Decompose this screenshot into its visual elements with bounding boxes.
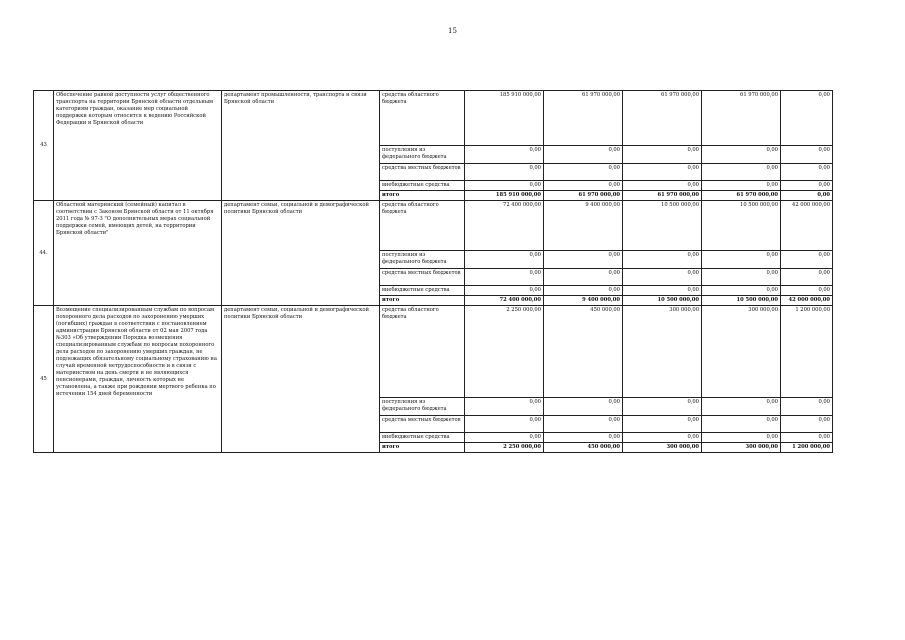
measure-name: Возмещение специализированным службам по вопросам похоронного дела расходов по захоронению умерших (погибших) граждан в соответствии с постановлением администрации Брянской области от 02 мая 2007 года №303 «Об утверждении Порядка возмещения специализированным службам по вопросам похоронного дела расходов по захоронению умерших граждан, не подлежащих обязательному социальному страхованию на случай временной нетрудоспособности и в связи с материнством на день смерти и не являющихся пенсионерами, граждан, личность которых не установлена, а также при рождении мертвого ребенка по истечении 154 дней беременности xyxy=(54,306,222,453)
executor-name: департамент семьи, социальной и демографической политики Брянской области xyxy=(222,201,380,306)
value-cell: 0,00 xyxy=(781,433,833,443)
value-cell: 0,00 xyxy=(544,251,623,269)
executor-name: департамент семьи, социальной и демографической политики Брянской области xyxy=(222,306,380,453)
value-cell: 42 000 000,00 xyxy=(781,201,833,251)
value-cell: 0,00 xyxy=(623,433,702,443)
value-cell: 0,00 xyxy=(623,251,702,269)
value-cell: 0,00 xyxy=(465,416,544,433)
value-cell: 0,00 xyxy=(465,398,544,416)
value-cell: 10 500 000,00 xyxy=(623,296,702,306)
source-label: средства областного бюджета xyxy=(380,306,465,398)
value-cell: 61 970 000,00 xyxy=(623,191,702,201)
value-cell: 10 500 000,00 xyxy=(702,296,781,306)
value-cell: 2 250 000,00 xyxy=(465,443,544,453)
value-cell: 0,00 xyxy=(702,181,781,191)
value-cell: 0,00 xyxy=(544,286,623,296)
value-cell: 185 910 000,00 xyxy=(465,191,544,201)
value-cell: 61 970 000,00 xyxy=(623,91,702,146)
value-cell: 0,00 xyxy=(623,146,702,164)
value-cell: 0,00 xyxy=(781,164,833,181)
value-cell: 300 000,00 xyxy=(623,306,702,398)
value-cell: 61 970 000,00 xyxy=(544,91,623,146)
value-cell: 0,00 xyxy=(702,416,781,433)
value-cell: 0,00 xyxy=(702,286,781,296)
value-cell: 72 400 000,00 xyxy=(465,201,544,251)
row-number: 45 xyxy=(34,306,54,453)
value-cell: 450 000,00 xyxy=(544,306,623,398)
source-label: средства местных бюджетов xyxy=(380,269,465,286)
value-cell: 185 910 000,00 xyxy=(465,91,544,146)
value-cell: 61 970 000,00 xyxy=(702,191,781,201)
value-cell: 0,00 xyxy=(781,251,833,269)
value-cell: 0,00 xyxy=(702,398,781,416)
source-label: средства местных бюджетов xyxy=(380,416,465,433)
value-cell: 10 500 000,00 xyxy=(623,201,702,251)
value-cell: 0,00 xyxy=(781,146,833,164)
measure-name: Областной материнский (семейный) капитал в соответствии с Законом Брянской области от 11 октября 2011 года № 97-З "О дополнительных мерах социальной поддержки семей, имеющих детей, на территории Брянской области" xyxy=(54,201,222,306)
source-label: внебюджетные средства xyxy=(380,181,465,191)
page-number: 15 xyxy=(448,27,457,35)
value-cell: 0,00 xyxy=(465,251,544,269)
source-label: итого xyxy=(380,191,465,201)
value-cell: 0,00 xyxy=(702,269,781,286)
value-cell: 0,00 xyxy=(702,433,781,443)
value-cell: 10 500 000,00 xyxy=(702,201,781,251)
value-cell: 0,00 xyxy=(465,286,544,296)
value-cell: 0,00 xyxy=(781,286,833,296)
value-cell: 300 000,00 xyxy=(623,443,702,453)
value-cell: 0,00 xyxy=(623,416,702,433)
budget-table xyxy=(33,90,833,453)
value-cell: 0,00 xyxy=(544,164,623,181)
value-cell: 0,00 xyxy=(465,269,544,286)
value-cell: 0,00 xyxy=(544,146,623,164)
executor-name: департамент промышленности, транспорта и связи Брянской области xyxy=(222,91,380,201)
row-number: 44. xyxy=(34,201,54,306)
table-row xyxy=(34,201,833,251)
value-cell: 72 400 000,00 xyxy=(465,296,544,306)
source-label: внебюджетные средства xyxy=(380,433,465,443)
value-cell: 0,00 xyxy=(702,146,781,164)
value-cell: 0,00 xyxy=(781,191,833,201)
value-cell: 1 200 000,00 xyxy=(781,443,833,453)
value-cell: 61 970 000,00 xyxy=(702,91,781,146)
value-cell: 0,00 xyxy=(702,251,781,269)
value-cell: 0,00 xyxy=(781,181,833,191)
value-cell: 0,00 xyxy=(544,269,623,286)
value-cell: 0,00 xyxy=(465,146,544,164)
value-cell: 0,00 xyxy=(544,181,623,191)
value-cell: 1 200 000,00 xyxy=(781,306,833,398)
source-label: итого xyxy=(380,443,465,453)
measure-name: Обеспечение равной доступности услуг общественного транспорта на территории Брянской области отдельным категориям граждан, оказание мер социальной поддержки которым относится к ведению Российской Федерации и Брянской области xyxy=(54,91,222,201)
source-label: поступления из федерального бюджета xyxy=(380,146,465,164)
value-cell: 0,00 xyxy=(544,398,623,416)
value-cell: 0,00 xyxy=(623,164,702,181)
value-cell: 9 400 000,00 xyxy=(544,201,623,251)
value-cell: 0,00 xyxy=(623,269,702,286)
value-cell: 300 000,00 xyxy=(702,443,781,453)
value-cell: 0,00 xyxy=(623,398,702,416)
value-cell: 0,00 xyxy=(781,398,833,416)
value-cell: 0,00 xyxy=(544,416,623,433)
source-label: средства областного бюджета xyxy=(380,91,465,146)
source-label: средства местных бюджетов xyxy=(380,164,465,181)
value-cell: 450 000,00 xyxy=(544,443,623,453)
value-cell: 0,00 xyxy=(623,181,702,191)
value-cell: 0,00 xyxy=(465,181,544,191)
value-cell: 0,00 xyxy=(465,164,544,181)
table-row xyxy=(34,91,833,146)
row-number: 43 xyxy=(34,91,54,201)
value-cell: 42 000 000,00 xyxy=(781,296,833,306)
source-label: итого xyxy=(380,296,465,306)
value-cell: 0,00 xyxy=(781,269,833,286)
value-cell: 300 000,00 xyxy=(702,306,781,398)
value-cell: 61 970 000,00 xyxy=(544,191,623,201)
value-cell: 0,00 xyxy=(781,91,833,146)
value-cell: 0,00 xyxy=(465,433,544,443)
value-cell: 0,00 xyxy=(623,286,702,296)
value-cell: 0,00 xyxy=(544,433,623,443)
source-label: средства областного бюджета xyxy=(380,201,465,251)
source-label: внебюджетные средства xyxy=(380,286,465,296)
table-row xyxy=(34,306,833,398)
value-cell: 0,00 xyxy=(702,164,781,181)
source-label: поступления из федерального бюджета xyxy=(380,251,465,269)
source-label: поступления из федерального бюджета xyxy=(380,398,465,416)
value-cell: 2 250 000,00 xyxy=(465,306,544,398)
value-cell: 9 400 000,00 xyxy=(544,296,623,306)
value-cell: 0,00 xyxy=(781,416,833,433)
